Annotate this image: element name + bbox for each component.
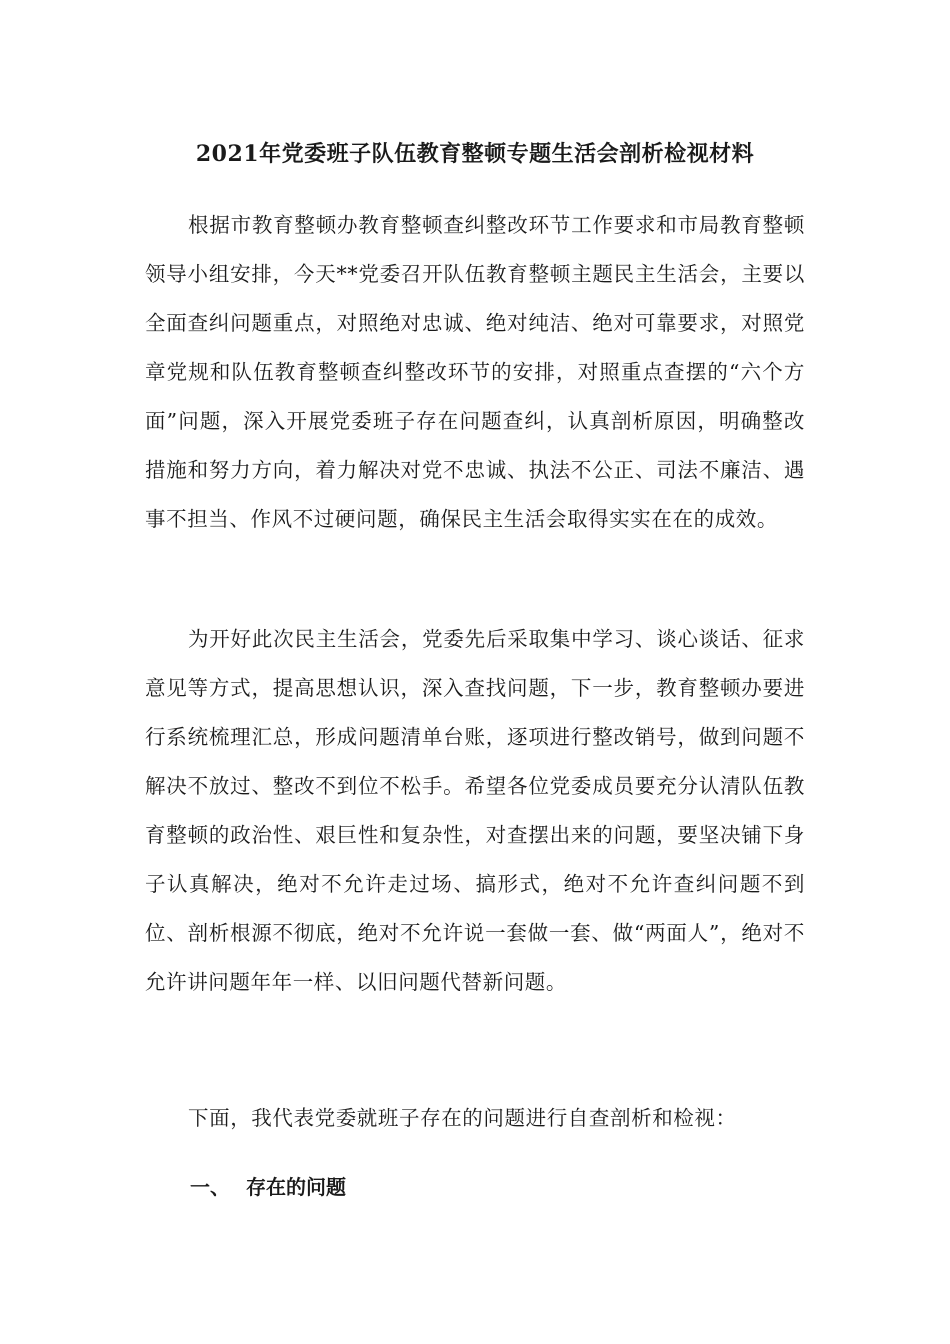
section-heading-text: 存在的问题: [246, 1175, 346, 1199]
paragraph-preparation: 为开好此次民主生活会，党委先后采取集中学习、谈心谈话、征求意见等方式，提高思想认识，深入查找问题，下一步，教育整顿办要进行系统梳理汇总，形成问题清单台账，逐项进行整改销号，做到问题不解决不放过、整改不到位不松手。希望各位党委成员要充分认清队伍教育整顿的政治性、艰巨性和复杂性，对查摆出来的问题，要坚决铺下身子认真解决，绝对不允许走过场、搞形式，绝对不允许查纠问题不到位、剖析根源不彻底，绝对不允许说一套做一套、做“两面人”，绝对不允许讲问题年年一样、以旧问题代替新问题。: [145, 627, 805, 994]
document-title: 2021年党委班子队伍教育整顿专题生活会剖析检视材料: [195, 141, 755, 167]
section-heading: [190, 1163, 346, 1212]
paragraph-intro: 根据市教育整顿办教育整顿查纠整改环节工作要求和市局教育整顿领导小组安排，今天**党委召开队伍教育整顿主题民主生活会，主要以全面查纠问题重点，对照绝对忠诚、绝对纯洁、绝对可靠要求，对照党章党规和队伍教育整顿查纠整改环节的安排，对照重点查摆的“六个方面”问题，深入开展党委班子存在问题查纠，认真剖析原因，明确整改措施和努力方向，着力解决对党不忠诚、执法不公正、司法不廉洁、遇事不担当、作风不过硬问题，确保民主生活会取得实实在在的成效。: [145, 213, 805, 531]
section-number: 一、: [190, 1175, 230, 1199]
paragraph-transition: 下面，我代表党委就班子存在的问题进行自查剖析和检视：: [188, 1106, 737, 1130]
